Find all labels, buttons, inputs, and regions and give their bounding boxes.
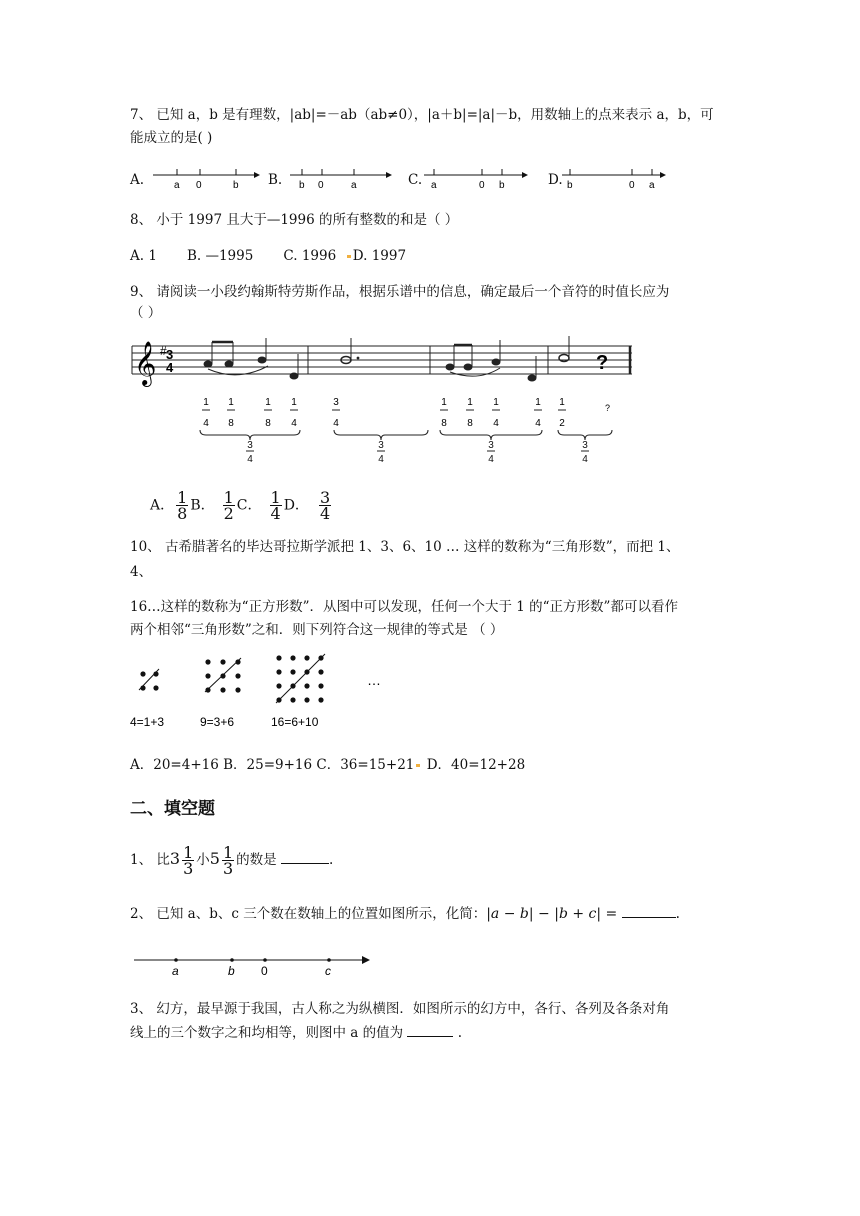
measure-brace xyxy=(558,430,612,440)
measure-brace xyxy=(334,430,428,440)
note-duration-denominator: 4 xyxy=(535,418,541,429)
measure-total-denominator: 4 xyxy=(378,454,384,464)
highlight-mark xyxy=(416,764,420,767)
point-c-label: c xyxy=(325,964,331,978)
note-duration-denominator: 8 xyxy=(228,418,234,429)
q7-option-d-numberline xyxy=(560,163,672,191)
q7-option-b-label: B. xyxy=(268,172,283,188)
point-b-label: b xyxy=(299,180,305,191)
zero-label: 0 xyxy=(196,180,202,191)
q7-option-a-numberline xyxy=(150,163,265,191)
q9-stem-line1: 9、 请阅读一小段约翰斯特劳斯作品，根据乐谱中的信息，确定最后一个音符的时值长应为 xyxy=(130,284,670,300)
ellipsis: … xyxy=(367,672,381,688)
fig-label-4: 4=1+3 xyxy=(130,715,165,729)
q9-stem-line2: （ ） xyxy=(130,305,162,321)
q7-option-c-numberline xyxy=(422,163,534,191)
measure-total-denominator: 4 xyxy=(582,454,588,464)
fig-label-9: 9=3+6 xyxy=(200,715,235,729)
note-duration-numerator: 3 xyxy=(333,397,339,408)
square-numbers-figure xyxy=(128,650,388,736)
measure-total-denominator: 4 xyxy=(488,454,494,464)
note-duration-denominator: 4 xyxy=(493,418,499,429)
q10-stem-line2: 4、 xyxy=(130,564,153,580)
note-duration-denominator: 2 xyxy=(559,418,565,429)
q8-options xyxy=(130,247,406,265)
point-a-label: a xyxy=(172,964,179,978)
q9-option-a-fraction: $\frac{1}{8}$ xyxy=(177,488,188,523)
point-b-label: b xyxy=(499,180,505,191)
q8-option-c: C. 1996 xyxy=(283,248,337,264)
q9-options xyxy=(150,490,333,521)
f1-question: 1、 比3 $\frac{1}{3}$ 小5 $\frac{1}{3}$ 的数是 . xyxy=(130,843,334,878)
f2-expression: |a − b| − |b + c| = xyxy=(486,906,618,922)
section-title-fill-in: 二、填空题 xyxy=(130,799,215,819)
note-duration-denominator: 4 xyxy=(203,418,209,429)
svg-text:#: # xyxy=(160,344,167,358)
note-duration-denominator: 8 xyxy=(441,418,447,429)
f2-answer-blank[interactable] xyxy=(622,917,676,918)
q10-stem-line4: 两个相邻“三角形数”之和．则下列符合这一规律的等式是 （ ） xyxy=(130,622,504,638)
zero-label: 0 xyxy=(261,964,268,978)
q9-option-b-label: B． xyxy=(190,497,215,514)
q9-option-c-fraction: $\frac{1}{4}$ xyxy=(270,488,281,523)
note-duration-denominator: 8 xyxy=(265,418,271,429)
note-duration-denominator: 4 xyxy=(333,418,339,429)
music-score-figure xyxy=(128,336,638,464)
zero-label: 0 xyxy=(318,180,324,191)
question-mark-note: ? xyxy=(596,352,609,374)
q10-stem-line3: 16…这样的数称为“正方形数”．从图中可以发现，任何一个大于 1 的“正方形数”都可以看作 xyxy=(130,599,678,615)
note-duration-denominator: 4 xyxy=(291,418,297,429)
q8-stem: 8、 小于 1997 且大于—1996 的所有整数的和是（ ） xyxy=(130,212,459,228)
point-b-label: b xyxy=(233,180,239,191)
time-signature-bottom: 4 xyxy=(166,360,174,375)
q9-option-c-label: C． xyxy=(236,497,262,514)
point-a-label: a xyxy=(431,180,437,191)
point-a-label: a xyxy=(351,180,357,191)
q7-option-d-label: D. xyxy=(548,172,563,188)
point-b-label: b xyxy=(567,180,573,191)
note-duration-numerator: 1 xyxy=(291,397,297,408)
f3-stem-line1: 3、 幻方，最早源于我国，古人称之为纵横图．如图所示的幻方中，各行、各列及各条对角 xyxy=(130,1001,670,1017)
q7-option-a-label: A. xyxy=(130,172,145,188)
measure-total-numerator: 3 xyxy=(582,440,588,451)
note-duration-numerator: 1 xyxy=(265,397,271,408)
measure-total-denominator: 4 xyxy=(247,454,253,464)
f3-answer-blank[interactable] xyxy=(407,1036,453,1037)
f2-number-line xyxy=(132,948,382,978)
note-duration-numerator: 1 xyxy=(467,397,473,408)
point-b-label: b xyxy=(228,964,235,978)
f3-stem-line2: 线上的三个数字之和均相等，则图中 a 的值为 . xyxy=(130,1025,463,1041)
point-a-label: a xyxy=(649,180,655,191)
zero-label: 0 xyxy=(479,180,485,191)
q9-option-a-label: A． xyxy=(150,497,175,514)
note-duration-numerator: 1 xyxy=(441,397,447,408)
q7-stem-line2: 能成立的是( ) xyxy=(130,130,213,146)
q9-option-d-label: D． xyxy=(283,497,309,514)
q7-option-b-numberline xyxy=(288,163,398,191)
q10-options xyxy=(130,756,525,774)
q8-option-a: A. 1 xyxy=(130,248,157,264)
q10-options-abc: A．20=4+16 B．25=9+16 C．36=15+21 xyxy=(130,757,415,773)
q7-stem-line1: 7、 已知 a，b 是有理数，|ab|=－ab（ab≠0），|a＋b|=|a|－b，用数轴上的点来表示 a，b，可 xyxy=(130,107,714,123)
unknown-duration-mark: ? xyxy=(605,403,611,413)
highlight-mark xyxy=(347,255,351,258)
time-signature-top: 3 xyxy=(166,347,174,362)
q8-option-b: B. —1995 xyxy=(186,248,254,264)
measure-brace xyxy=(200,430,300,440)
q10-option-d: D．40=12+28 xyxy=(426,757,526,773)
q9-option-b-fraction: $\frac{1}{2}$ xyxy=(223,488,234,523)
note-duration-denominator: 8 xyxy=(467,418,473,429)
note-duration-numerator: 1 xyxy=(228,397,234,408)
treble-clef-icon: 𝄞 xyxy=(134,343,157,385)
note-duration-numerator: 1 xyxy=(203,397,209,408)
note-duration-numerator: 1 xyxy=(535,397,541,408)
f1-answer-blank[interactable] xyxy=(281,863,329,864)
note-duration-numerator: 1 xyxy=(559,397,565,408)
measure-total-numerator: 3 xyxy=(247,440,253,451)
zero-label: 0 xyxy=(629,180,635,191)
note-duration-numerator: 1 xyxy=(493,397,499,408)
measure-total-numerator: 3 xyxy=(488,440,494,451)
q10-stem-line1: 10、 古希腊著名的毕达哥拉斯学派把 1、3、6、10 … 这样的数称为“三角形数”，而把 1、 xyxy=(130,539,680,555)
q7-option-c-label: C. xyxy=(408,172,423,188)
q9-option-d-fraction: $\frac{3}{4}$ xyxy=(319,488,331,523)
q8-option-d: D. 1997 xyxy=(352,248,407,264)
fig-label-16: 16=6+10 xyxy=(271,715,319,729)
measure-brace xyxy=(440,430,542,440)
f2-question: 2、 已知 a、b、c 三个数在数轴上的位置如图所示，化简：|a − b| − |b + c| = . xyxy=(130,906,680,922)
point-a-label: a xyxy=(174,180,180,191)
measure-total-numerator: 3 xyxy=(378,440,384,451)
